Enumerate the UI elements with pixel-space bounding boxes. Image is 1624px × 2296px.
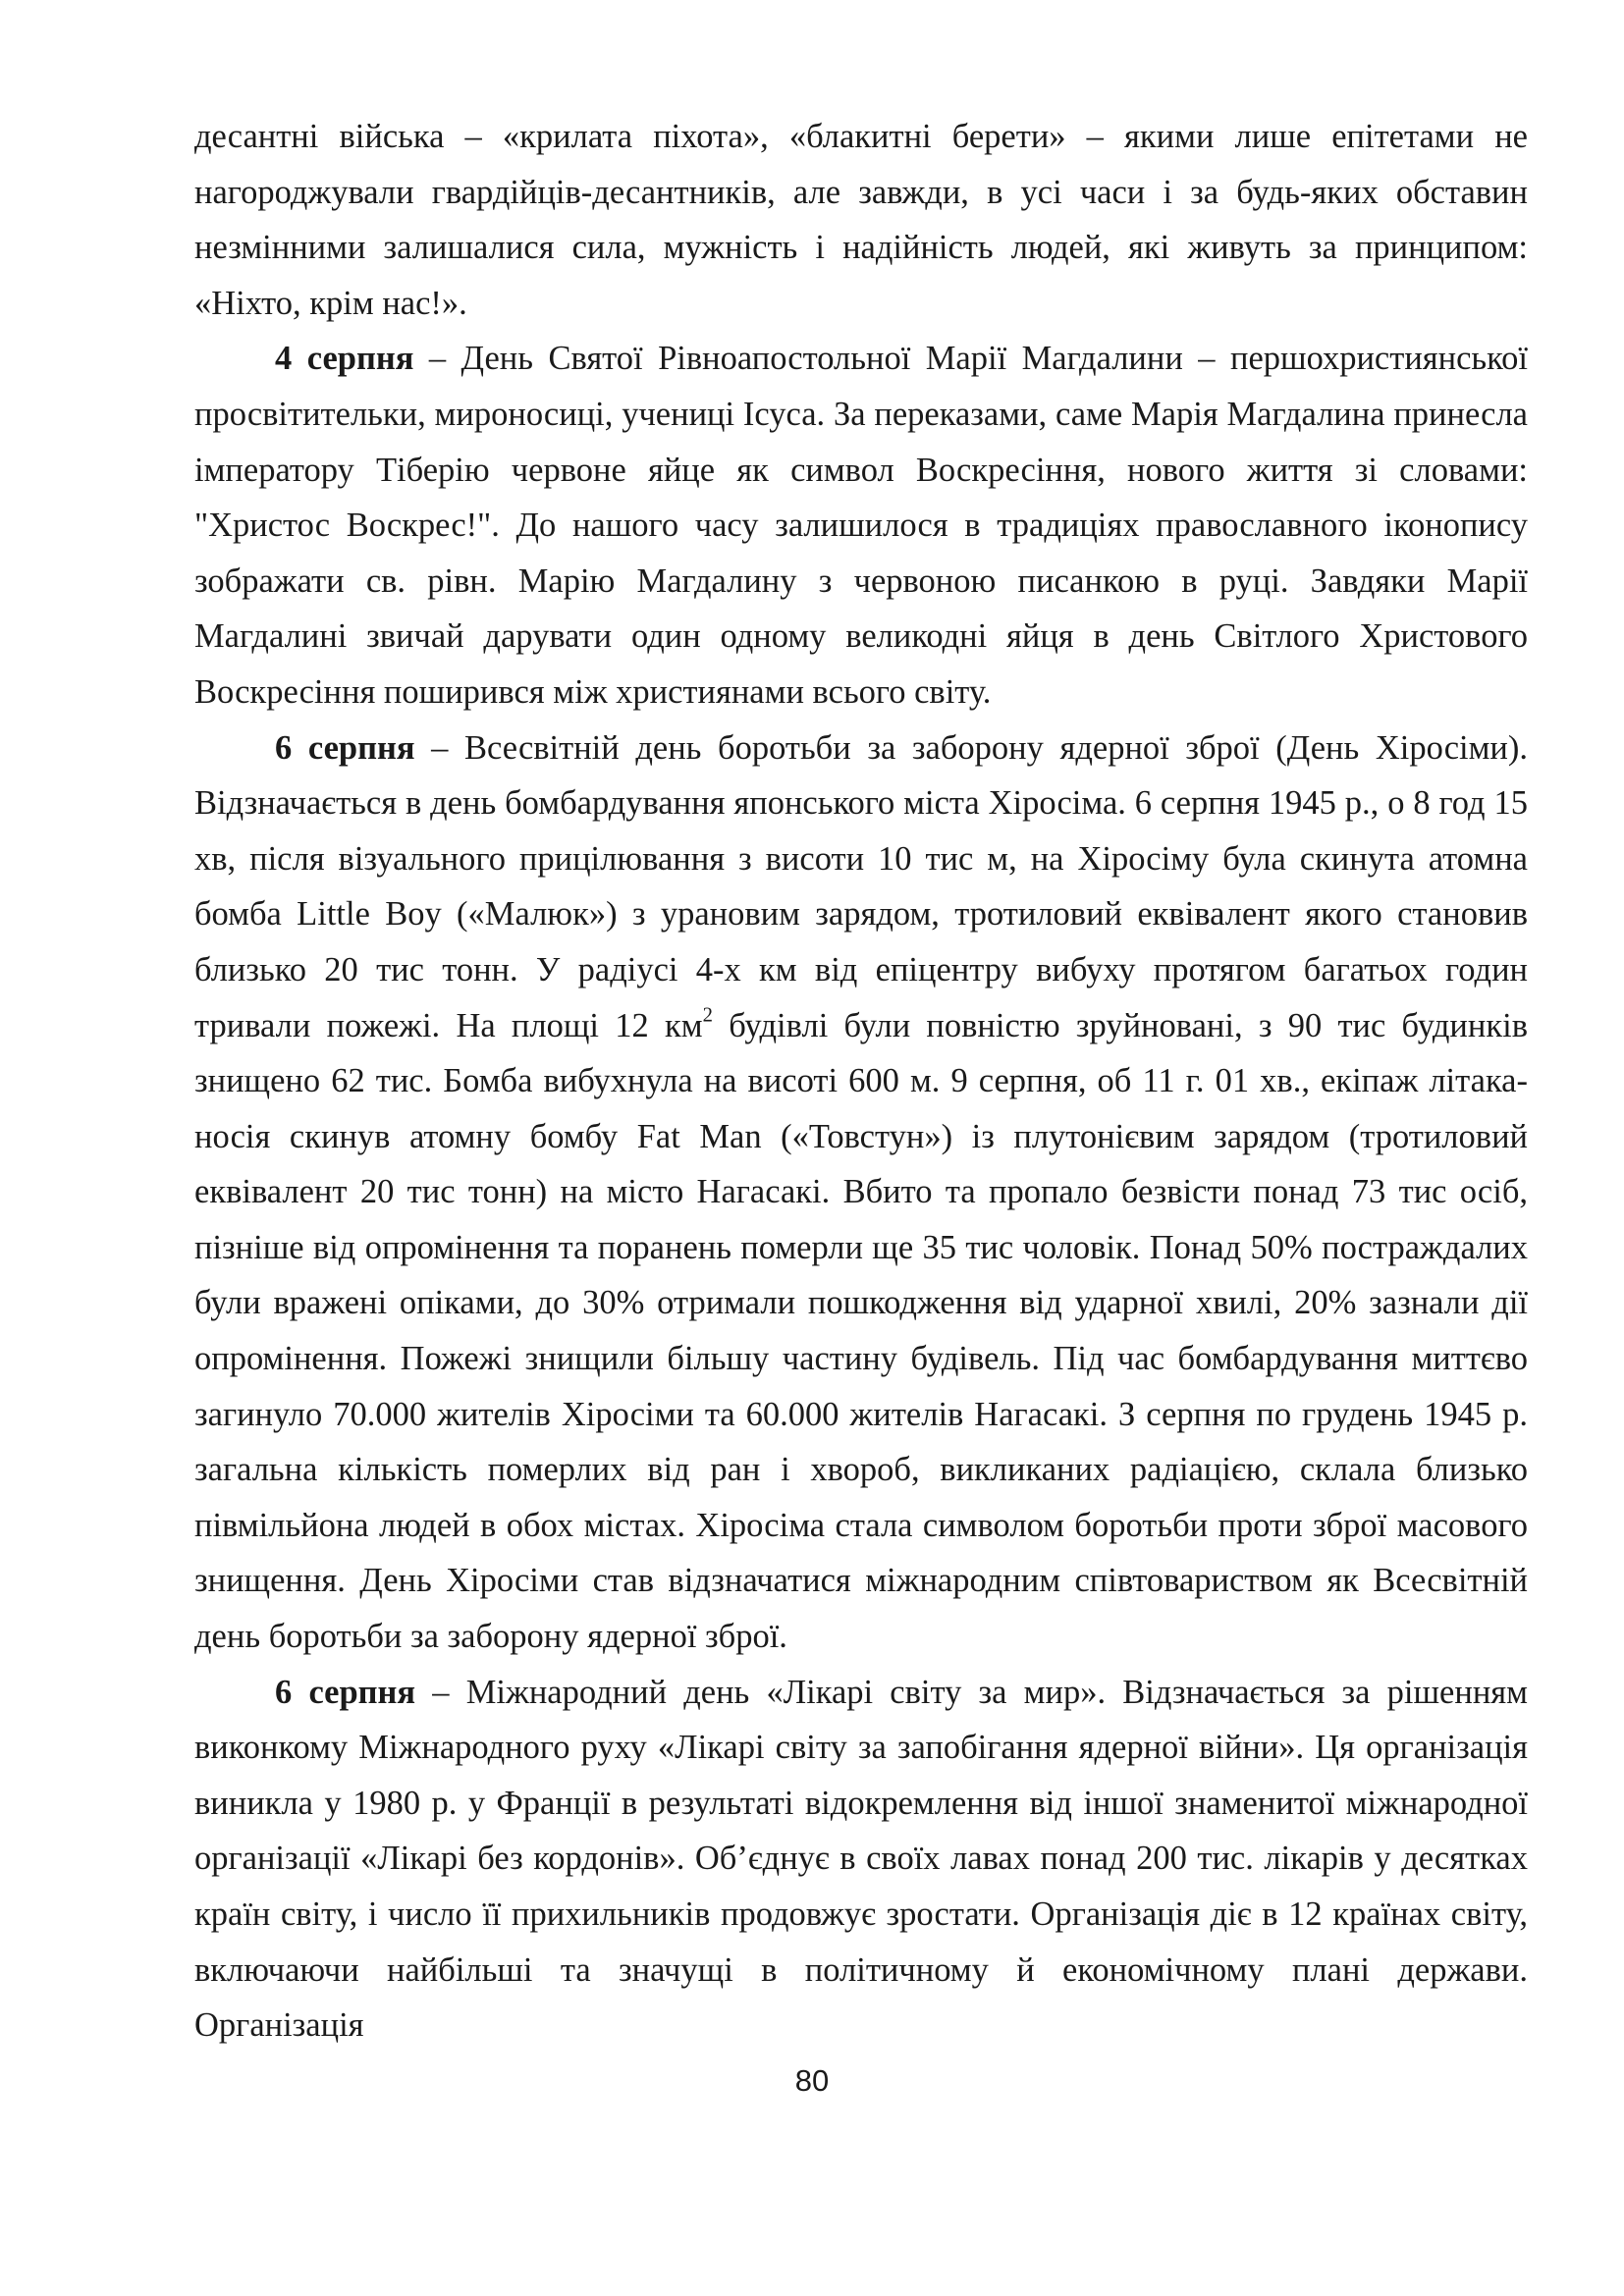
date-heading: 6 серпня — [275, 728, 415, 767]
paragraph-text: будівлі були повністю зруйновані, з 90 тис будинків знищено 62 тис. Бомба вибухнула на висоті 600 м. 9 серпня, об 11 г. 01 хв., екіпаж літака-носія скинув атомну бомбу Fat Man («Товстун») із плутонієвим зарядом (тротиловий еквівалент 20 тис тонн) на місто Нагасакі. Вбито та пропало безвісти понад 73 тис осіб, пізніше від опромінення та поранень померли ще 35 тис чоловік. Понад 50% постраждалих були вражені опіками, до 30% отримали пошкодження від ударної хвилі, 20% зазнали дії опромінення. Пожежі знищили більшу частину будівель. Під час бомбардування миттєво загинуло 70.000 жителів Хіросіми та 60.000 жителів Нагасакі. З серпня по грудень 1945 р. загальна кількість померлих від ран і хвороб, викликаних радіацією, склала близько півмільйона людей в обох містах. Хіросіма стала символом боротьби проти зброї масового знищення. День Хіросіми став відзначатися міжнародним співтовариством як Всесвітній день боротьби за заборону ядерної зброї. — [194, 1006, 1528, 1656]
paragraph-august-6-doctors — [194, 1665, 1528, 2054]
superscript: 2 — [702, 1003, 713, 1026]
paragraph-text: – Міжнародний день «Лікарі світу за мир». Відзначається за рішенням виконкому Міжнародного руху «Лікарі світу за запобігання ядерної війни». Ця організація виникла у 1980 р. у Франції в результаті відокремлення від іншої знаменитої міжнародної організації «Лікарі без кордонів». Об’єднує в своїх лавах понад 200 тис. лікарів у десятках країн світу, і число її прихильників продовжує зростати. Організація діє в 12 країнах світу, включаючи найбільші та значущі в політичному й економічному плані держави. Організація — [194, 1673, 1528, 2045]
date-heading: 6 серпня — [275, 1673, 416, 1711]
paragraph-text: – День Святої Рівноапостольної Марії Магдалини – першохристиянської просвітительки, мироносиці, учениці Ісуса. За переказами, саме Марія Магдалина принесла імператору Тіберію червоне яйце як символ Воскресіння, нового життя зі словами: "Христос Воскрес!". До нашого часу залишилося в традиціях православного іконопису зображати св. рівн. Марію Магдалину з червоною писанкою в руці. Завдяки Марії Магдалині звичай дарувати один одному великодні яйця в день Світлого Христового Воскресіння поширився між християнами всього світу. — [194, 340, 1528, 711]
paragraph-continuation: десантні війська – «крилата піхота», «блакитні берети» – якими лише епітетами не нагороджували гвардійців-десантників, але завжди, в усі часи і за будь-яких обставин незмінними залишалися сила, мужність і надійність людей, які живуть за принципом: «Ніхто, крім нас!». — [194, 118, 1528, 322]
document-body — [194, 109, 1528, 2054]
page-number: 80 — [794, 2063, 830, 2098]
paragraph-august-6-hiroshima — [194, 721, 1528, 1665]
date-heading: 4 серпня — [275, 340, 414, 378]
paragraph-text: – Всесвітній день боротьби за заборону ядерної зброї (День Хіросіми). Відзначається в день бомбардування японського міста Хіросіма. 6 серпня 1945 р., о 8 год 15 хв, після візуального прицілювання з висоти 10 тис м, на Хіросіму була скинута атомна бомба Little Boy («Малюк») з урановим зарядом, тротиловий еквівалент якого становив близько 20 тис тонн. У радіусі 4-х км від епіцентру вибуху протягом багатьох годин тривали пожежі. На площі 12 км — [194, 728, 1528, 1044]
paragraph-august-4 — [194, 331, 1528, 720]
